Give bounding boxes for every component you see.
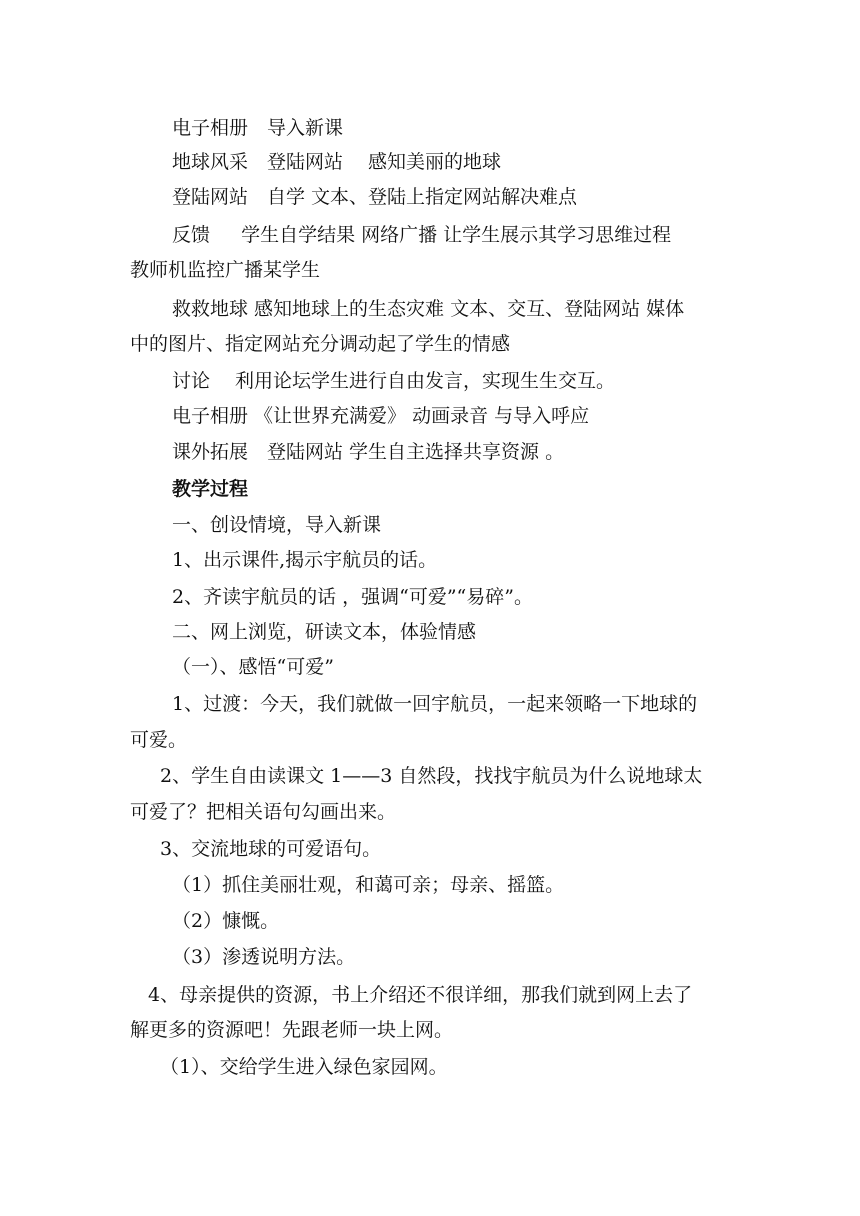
text-line-18: 可爱。 (130, 729, 188, 751)
text-line-27: （1）、交给学生进入绿色家园网。 (160, 1056, 448, 1078)
text-line-22: （1）抓住美丽壮观，和蔼可亲；母亲、摇篮。 (172, 874, 565, 896)
text-line-13: 1、出示课件,揭示宇航员的话。 (172, 549, 438, 571)
text-line-8: 讨论 利用论坛学生进行自由发言，实现生生交互。 (172, 370, 616, 392)
text-line-14: 2、齐读宇航员的话 ，强调“可爱”“易碎”。 (172, 586, 533, 608)
text-line-1: 电子相册 导入新课 (172, 117, 344, 139)
text-line-3: 登陆网站 自学 文本、登陆上指定网站解决难点 (172, 186, 578, 208)
text-line-5: 教师机监控广播某学生 (130, 259, 321, 281)
text-line-15: 二、网上浏览，研读文本，体验情感 (172, 621, 477, 643)
text-line-25: 4、母亲提供的资源，书上介绍还不很详细，那我们就到网上去了 (148, 984, 693, 1006)
text-line-19: 2、学生自由读课文 1——3 自然段，找找宇航员为什么说地球太 (160, 765, 703, 787)
text-line-4: 反馈 学生自学结果 网络广播 让学生展示其学习思维过程 (172, 224, 672, 246)
text-line-17: 1、过渡：今天，我们就做一回宇航员，一起来领略一下地球的 (172, 693, 698, 715)
text-line-20: 可爱了？把相关语句勾画出来。 (130, 801, 397, 823)
text-line-9: 电子相册 《让世界充满爱》 动画录音 与导入呼应 (172, 405, 590, 427)
text-line-2: 地球风采 登陆网站 感知美丽的地球 (172, 151, 502, 173)
text-line-7: 中的图片、指定网站充分调动起了学生的情感 (130, 333, 511, 355)
text-line-21: 3、交流地球的可爱语句。 (160, 838, 382, 860)
text-line-26: 解更多的资源吧！先跟老师一块上网。 (130, 1019, 454, 1041)
text-line-16: （一）、感悟“可爱” (172, 656, 334, 678)
text-line-24: （3）渗透说明方法。 (172, 946, 356, 968)
text-line-23: （2）慷慨。 (172, 910, 280, 932)
text-line-12: 一、创设情境，导入新课 (172, 514, 382, 536)
section-heading: 教学过程 (172, 478, 249, 500)
text-line-6: 救救地球 感知地球上的生态灾难 文本、交互、登陆网站 媒体 (172, 298, 685, 320)
text-line-10: 课外拓展 登陆网站 学生自主选择共享资源 。 (172, 441, 565, 463)
